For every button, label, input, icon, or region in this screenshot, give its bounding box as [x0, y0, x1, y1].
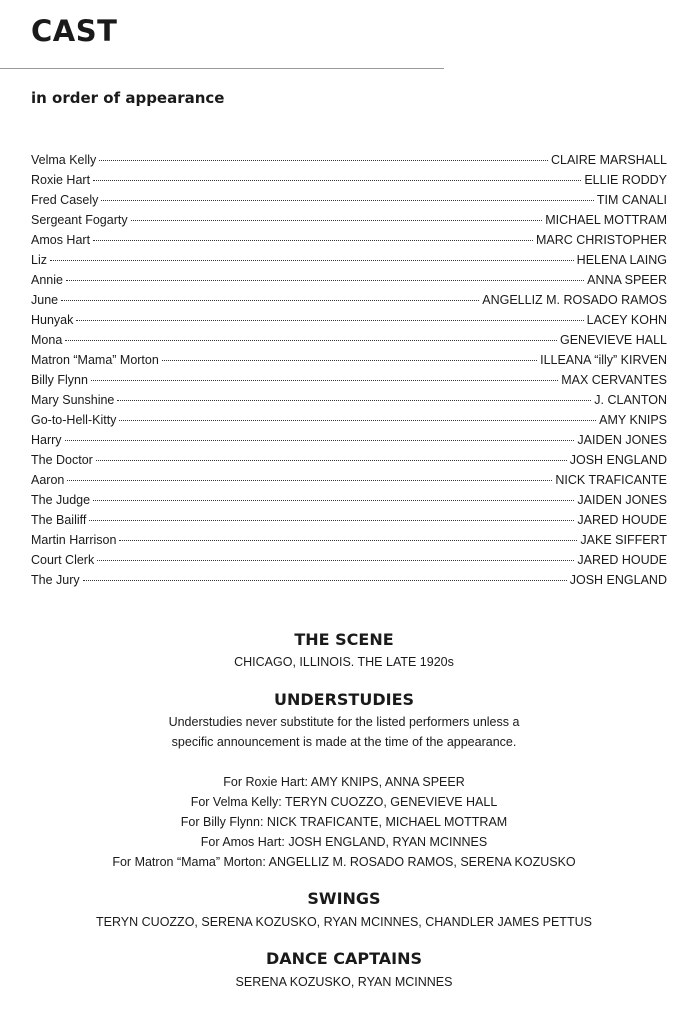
- cast-role: Sergeant Fogarty: [31, 213, 128, 227]
- cast-actor: ELLIE RODDY: [584, 173, 667, 187]
- dot-leader: [83, 580, 567, 581]
- cast-role: The Judge: [31, 493, 91, 507]
- dance-captains-title: DANCE CAPTAINS: [265, 949, 423, 968]
- cast-actor: JOSH ENGLAND: [569, 573, 667, 587]
- cast-actor: GENEVIEVE HALL: [560, 333, 667, 347]
- dot-leader: [61, 300, 479, 301]
- cast-row: [31, 410, 667, 430]
- dot-leader: [97, 560, 574, 561]
- scene-text: CHICAGO, ILLINOIS. THE LATE 1920s: [234, 655, 454, 669]
- cast-actor: AMY KNIPS: [599, 413, 667, 427]
- cast-role: Harry: [31, 433, 62, 447]
- cast-row: [31, 470, 667, 490]
- cast-row: [31, 450, 667, 470]
- dot-leader: [96, 460, 567, 461]
- cast-actor: J. CLANTON: [594, 393, 667, 407]
- dot-leader: [93, 500, 574, 501]
- cast-actor: JOSH ENGLAND: [569, 453, 667, 467]
- cast-row: [31, 310, 667, 330]
- cast-actor: MARC CHRISTOPHER: [535, 233, 667, 247]
- cast-heading: CAST: [31, 14, 118, 48]
- cast-role: Annie: [31, 273, 63, 287]
- cast-role: The Bailiff: [31, 513, 87, 527]
- cast-actor: JARED HOUDE: [577, 513, 667, 527]
- cast-role: Go-to-Hell-Kitty: [31, 413, 117, 427]
- cast-row: [31, 390, 667, 410]
- cast-row: [31, 150, 667, 170]
- understudies-list: [0, 772, 688, 872]
- cast-actor: LACEY KOHN: [586, 313, 667, 327]
- cast-role: The Doctor: [31, 453, 93, 467]
- dot-leader: [101, 200, 593, 201]
- cast-actor: ANGELLIZ M. ROSADO RAMOS: [482, 293, 667, 307]
- cast-role: Matron “Mama” Morton: [31, 353, 159, 367]
- cast-row: [31, 330, 667, 350]
- cast-row: [31, 250, 667, 270]
- header-divider: [0, 68, 444, 69]
- cast-role: Liz: [31, 253, 47, 267]
- cast-role: Aaron: [31, 473, 65, 487]
- cast-row: [31, 230, 667, 250]
- dot-leader: [65, 340, 557, 341]
- cast-actor: HELENA LAING: [576, 253, 667, 267]
- cast-role: Mary Sunshine: [31, 393, 115, 407]
- cast-row: [31, 370, 667, 390]
- understudy-item: For Amos Hart: JOSH ENGLAND, RYAN MCINNES: [200, 835, 488, 849]
- cast-list: [31, 150, 667, 590]
- swings-title: SWINGS: [307, 889, 381, 908]
- cast-actor: CLAIRE MARSHALL: [550, 153, 667, 167]
- dot-leader: [119, 420, 596, 421]
- cast-actor: MICHAEL MOTTRAM: [545, 213, 667, 227]
- dot-leader: [89, 520, 574, 521]
- understudies-note-line-1: Understudies never substitute for the listed performers unless a: [168, 715, 520, 729]
- scene-title: THE SCENE: [294, 630, 394, 649]
- cast-row: [31, 510, 667, 530]
- cast-actor: TIM CANALI: [596, 193, 667, 207]
- understudy-item: For Velma Kelly: TERYN CUOZZO, GENEVIEVE HALL: [190, 795, 498, 809]
- swings-text: TERYN CUOZZO, SERENA KOZUSKO, RYAN MCINNES, CHANDLER JAMES PETTUS: [96, 915, 592, 929]
- cast-role: Fred Casely: [31, 193, 99, 207]
- cast-row: [31, 570, 667, 590]
- understudies-note-line-2: specific announcement is made at the time of the appearance.: [171, 735, 517, 749]
- dot-leader: [50, 260, 574, 261]
- dot-leader: [93, 240, 533, 241]
- cast-row: [31, 350, 667, 370]
- dot-leader: [76, 320, 583, 321]
- cast-role: Roxie Hart: [31, 173, 91, 187]
- cast-actor: JAKE SIFFERT: [580, 533, 667, 547]
- cast-row: [31, 490, 667, 510]
- dot-leader: [65, 440, 575, 441]
- cast-role: June: [31, 293, 59, 307]
- cast-actor: JAIDEN JONES: [577, 433, 667, 447]
- cast-actor: ILLEANA “illy” KIRVEN: [540, 353, 667, 367]
- dot-leader: [117, 400, 591, 401]
- dot-leader: [119, 540, 577, 541]
- dot-leader: [67, 480, 552, 481]
- cast-actor: MAX CERVANTES: [561, 373, 667, 387]
- cast-row: [31, 190, 667, 210]
- cast-role: Velma Kelly: [31, 153, 97, 167]
- dot-leader: [66, 280, 584, 281]
- dot-leader: [91, 380, 558, 381]
- understudy-item: For Matron “Mama” Morton: ANGELLIZ M. ROSADO RAMOS, SERENA KOZUSKO: [112, 855, 576, 869]
- dot-leader: [99, 160, 548, 161]
- order-subheading: in order of appearance: [31, 89, 225, 107]
- cast-row: [31, 170, 667, 190]
- cast-row: [31, 290, 667, 310]
- understudies-title: UNDERSTUDIES: [273, 690, 415, 709]
- cast-row: [31, 270, 667, 290]
- cast-role: Court Clerk: [31, 553, 95, 567]
- dance-captains-text: SERENA KOZUSKO, RYAN MCINNES: [235, 975, 453, 989]
- cast-role: Mona: [31, 333, 63, 347]
- understudy-item: For Roxie Hart: AMY KNIPS, ANNA SPEER: [223, 775, 465, 789]
- dot-leader: [162, 360, 537, 361]
- cast-role: Billy Flynn: [31, 373, 88, 387]
- cast-role: Hunyak: [31, 313, 74, 327]
- cast-role: Amos Hart: [31, 233, 91, 247]
- cast-actor: JARED HOUDE: [577, 553, 667, 567]
- cast-actor: NICK TRAFICANTE: [555, 473, 667, 487]
- cast-row: [31, 550, 667, 570]
- cast-row: [31, 530, 667, 550]
- cast-actor: JAIDEN JONES: [577, 493, 667, 507]
- cast-role: Martin Harrison: [31, 533, 117, 547]
- cast-row: [31, 210, 667, 230]
- cast-role: The Jury: [31, 573, 80, 587]
- cast-row: [31, 430, 667, 450]
- dot-leader: [131, 220, 543, 221]
- dot-leader: [93, 180, 581, 181]
- understudy-item: For Billy Flynn: NICK TRAFICANTE, MICHAEL MOTTRAM: [180, 815, 508, 829]
- cast-actor: ANNA SPEER: [587, 273, 667, 287]
